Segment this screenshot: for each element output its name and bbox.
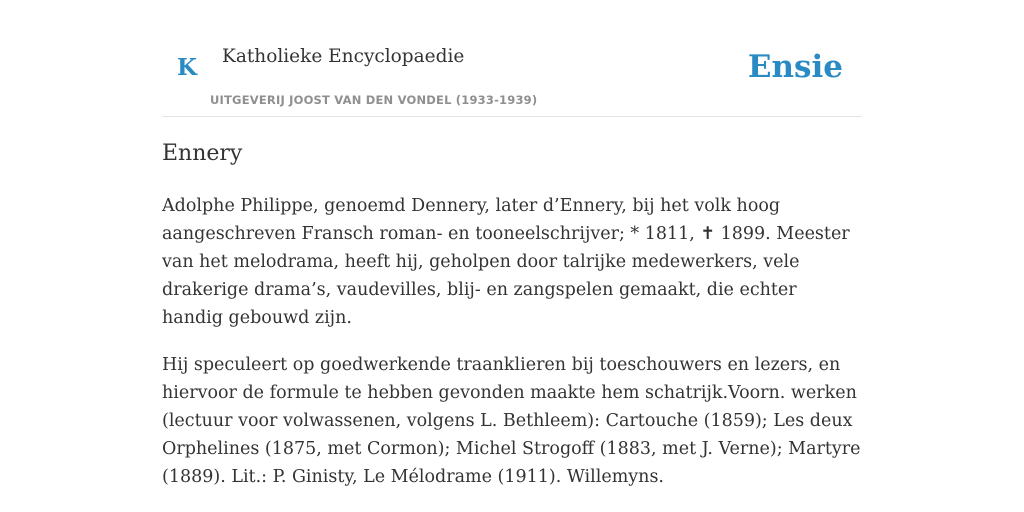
site-header (162, 0, 862, 117)
article-paragraph-2: Hij speculeert op goedwerkende traanklieren bij toeschouwers en lezers, en hiervoor de formule te hebben gevonden maakte hem schatrijk.Voorn. werken (lectuur voor volwassenen, volgens L. Bethleem): Cartouche (1859); Les deux Orphelines (1875, met Cormon); Michel Strogoff (1883, met J. Verne); Martyre (1889). Lit.: P. Ginisty, Le Mélodrame (1911). Willemyns. (162, 355, 861, 487)
article (162, 138, 862, 491)
article-paragraph-1: Adolphe Philippe, genoemd Dennery, later d’Ennery, bij het volk hoog aangeschreven Fransch roman- en tooneelschrijver; * 1811, ✝ 1899. Meester van het melodrama, heeft hij, geholpen door talrijke medewerkers, vele drakerige drama’s, vaudevilles, blij- en zangspelen gemaakt, die echter handig gebouwd zijn. (162, 196, 850, 328)
encyclopedia-logo-letter[interactable]: K (177, 54, 197, 81)
encyclopedia-title-link[interactable]: Katholieke Encyclopaedie (222, 46, 465, 67)
publisher-label: UITGEVERIJ JOOST VAN DEN VONDEL (1933-1939) (210, 93, 538, 107)
ensie-logo-link[interactable]: Ensie (747, 49, 843, 85)
article-title: Ennery (162, 141, 243, 166)
